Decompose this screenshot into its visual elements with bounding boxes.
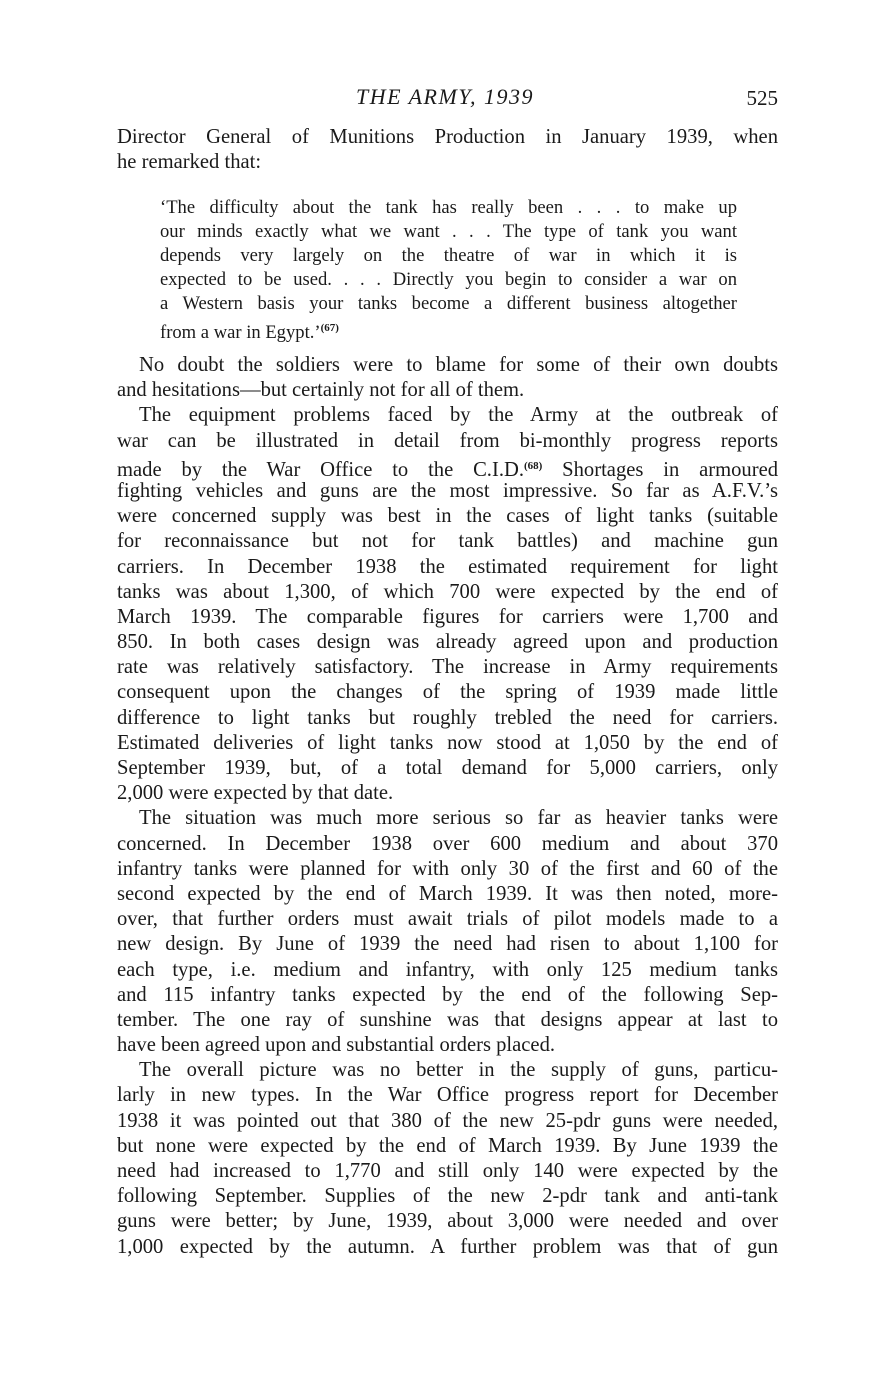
footnote-reference[interactable]: (68) [524,459,543,472]
text-line: The equipment problems faced by the Army at the outbreak of [139,404,778,427]
text-line: September 1939, but, of a total demand for 5,000 carriers, only [117,757,778,779]
text-line: depends very largely on the theatre of war in which it is [160,245,737,266]
text-line: guns were better; by June, 1939, about 3,000 were needed and over [117,1210,778,1233]
text-line: tanks was about 1,300, of which 700 were expected by the end of [117,580,778,603]
text-line: new design. By June of 1939 the need had risen to about 1,100 for [117,933,778,956]
text-line: each type, i.e. medium and infantry, with only 125 medium tanks [117,958,778,981]
text-line: 1938 it was pointed out that 380 of the new 25-pdr guns were needed, [117,1109,778,1132]
text-line: a Western basis your tanks become a different business altogether [160,293,737,314]
text-line: expected to be used. . . . Directly you begin to consider a war on [160,269,737,290]
text-line: were concerned supply was best in the cases of light tanks (suitable [117,505,778,528]
footnote-reference[interactable]: (67) [320,322,339,334]
text-line [160,316,737,343]
text-line: and 115 infantry tanks expected by the end of the following Sep- [117,983,778,1006]
text-line: rate was relatively satisfactory. The increase in Army requirements [117,656,778,679]
text-line: 2,000 were expected by that date. [117,782,394,805]
paragraph-guns [117,1058,778,1260]
text-line: 1,000 expected by the autumn. A further problem was that of gun [117,1235,778,1258]
text-line: but none were expected by the end of March 1939. By June 1939 the [117,1134,778,1157]
text-line: The situation was much more serious so far as heavier tanks were [139,807,778,830]
paragraph-tanks [117,806,778,1058]
text-line: for reconnaissance but not for tank battles) and machine gun [117,530,778,553]
text-segment: made by the War Office to the C.I.D. [117,458,524,481]
text-line [117,454,778,479]
paragraph-intro [117,125,778,175]
paragraph-doubts [117,353,778,403]
text-line: 850. In both cases design was already agreed upon and production [117,631,778,654]
paragraph-equipment [117,403,778,806]
text-line: second expected by the end of March 1939. It was then noted, more- [117,882,778,905]
text-line: Estimated deliveries of light tanks now stood at 1,050 by the end of [117,731,778,754]
text-line: tember. The one ray of sunshine was that designs appear at last to [117,1008,778,1031]
text-segment: from a war in Egypt.’ [160,322,321,343]
text-line: infantry tanks were planned for with only 30 of the first and 60 of the [117,857,778,880]
text-line: over, that further orders must await trials of pilot models made to a [117,908,778,931]
text-line: Director General of Munitions Production in January 1939, when [117,126,778,148]
block-quote [160,196,737,343]
text-line: ‘The difficulty about the tank has really been . . . to make up [160,197,737,218]
text-line: carriers. In December 1938 the estimated requirement for light [117,555,778,578]
text-line: fighting vehicles and guns are the most impressive. So far as A.F.V.’s [117,479,778,502]
text-line: have been agreed upon and substantial orders placed. [117,1034,556,1057]
text-segment: Shortages in armoured [542,458,779,481]
text-line: March 1939. The comparable figures for carriers were 1,700 and [117,605,778,628]
text-line: larly in new types. In the War Office progress report for December [117,1084,778,1107]
text-line: difference to light tanks but roughly trebled the need for carriers. [117,706,778,729]
running-header-title: THE ARMY, 1939 [355,84,535,109]
text-line: No doubt the soldiers were to blame for some of their own doubts [139,354,778,376]
text-line: The overall picture was no better in the supply of guns, particu- [139,1059,778,1082]
page-number: 525 [746,86,778,110]
text-line: war can be illustrated in detail from bi-monthly progress reports [117,429,778,452]
text-line: consequent upon the changes of the spring of 1939 made little [117,681,778,704]
body-text [117,353,778,1260]
text-line: concerned. In December 1938 over 600 medium and about 370 [117,832,778,855]
text-line: following September. Supplies of the new 2-pdr tank and anti-tank [117,1185,778,1208]
text-line: and hesitations—but certainly not for all of them. [117,379,525,402]
text-line: he remarked that: [117,151,262,174]
text-line: our minds exactly what we want . . . The type of tank you want [160,221,737,242]
text-line: need had increased to 1,770 and still only 140 were expected by the [117,1160,778,1182]
